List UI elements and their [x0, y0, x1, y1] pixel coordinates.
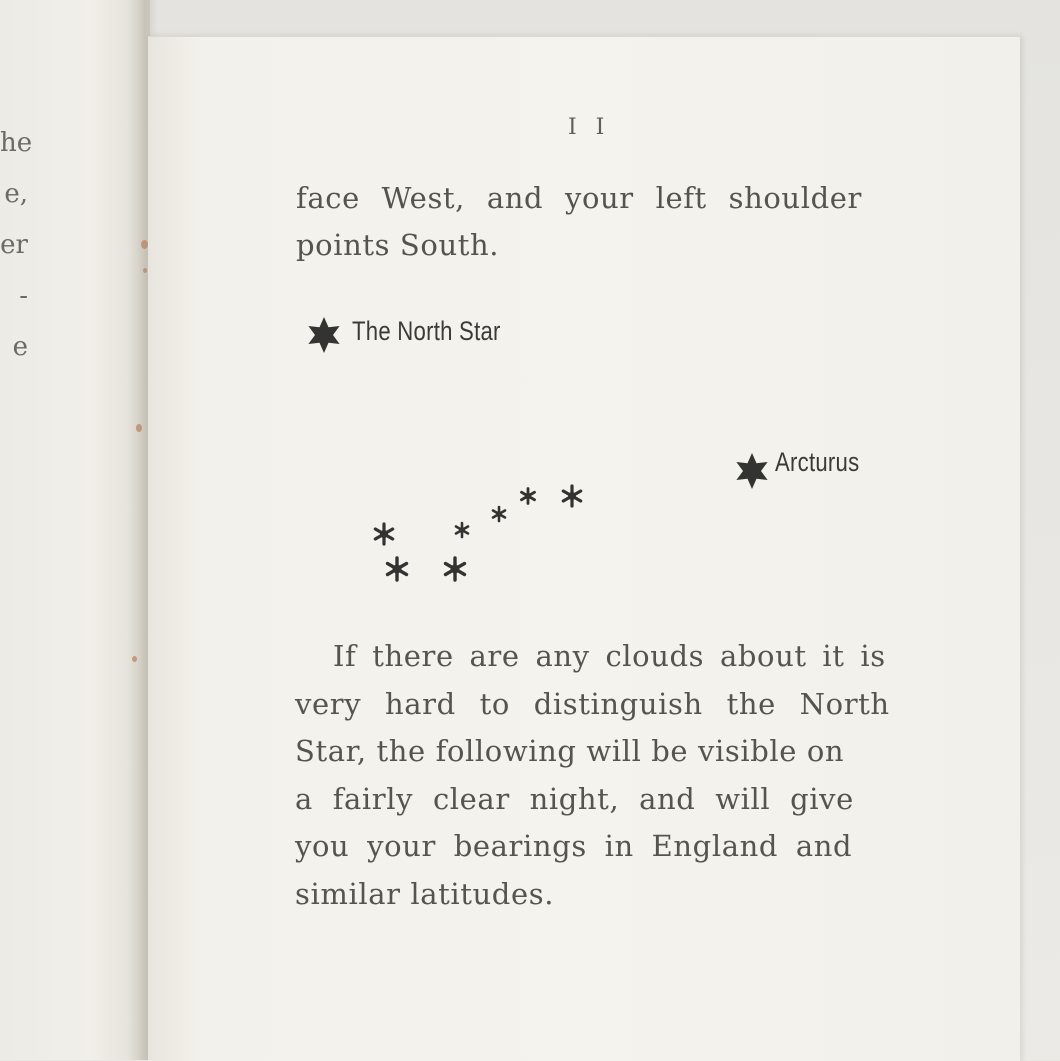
north-star-icon — [304, 315, 344, 355]
text-line: you your bearings in England and — [295, 829, 853, 863]
north-star-shape — [308, 317, 339, 353]
left-page-fragment: - — [19, 281, 28, 311]
paragraph-2 — [295, 633, 890, 918]
constellation-star — [522, 489, 535, 504]
north-star-label: The North Star — [352, 316, 501, 346]
text-line: a fairly clear night, and will give — [295, 781, 854, 816]
left-page-fragment: e — [12, 332, 28, 362]
constellation-star — [456, 523, 468, 537]
rust-spot — [141, 240, 148, 249]
rust-spot — [132, 656, 137, 662]
left-page-text — [0, 118, 33, 373]
arcturus-label: Arcturus — [775, 447, 860, 477]
constellation-star — [388, 558, 407, 580]
page-number: I I — [568, 115, 611, 140]
constellation-star — [375, 524, 392, 544]
text-line: Star, the following will be visible on — [295, 734, 845, 768]
rust-spot — [143, 268, 147, 273]
arcturus-star-icon — [732, 451, 772, 491]
constellation-star — [493, 507, 505, 521]
rust-spot — [136, 424, 142, 432]
constellation-star — [446, 558, 465, 580]
text-line: very hard to distinguish the North — [295, 686, 890, 721]
big-dipper-constellation — [348, 467, 608, 597]
text-line: similar latitudes. — [295, 876, 555, 911]
left-page-fragment: he — [0, 128, 33, 158]
left-page-fragment: e, — [4, 179, 28, 209]
arcturus-star-shape — [736, 453, 767, 489]
text-line: face West, and your left shoulder — [296, 181, 862, 215]
paragraph-1 — [296, 175, 862, 269]
text-line: points South. — [296, 228, 500, 262]
right-page — [148, 36, 1020, 1061]
constellation-star — [563, 486, 580, 506]
left-page-fragment: er — [0, 230, 28, 260]
text-line: If there are any clouds about it is — [333, 639, 886, 673]
